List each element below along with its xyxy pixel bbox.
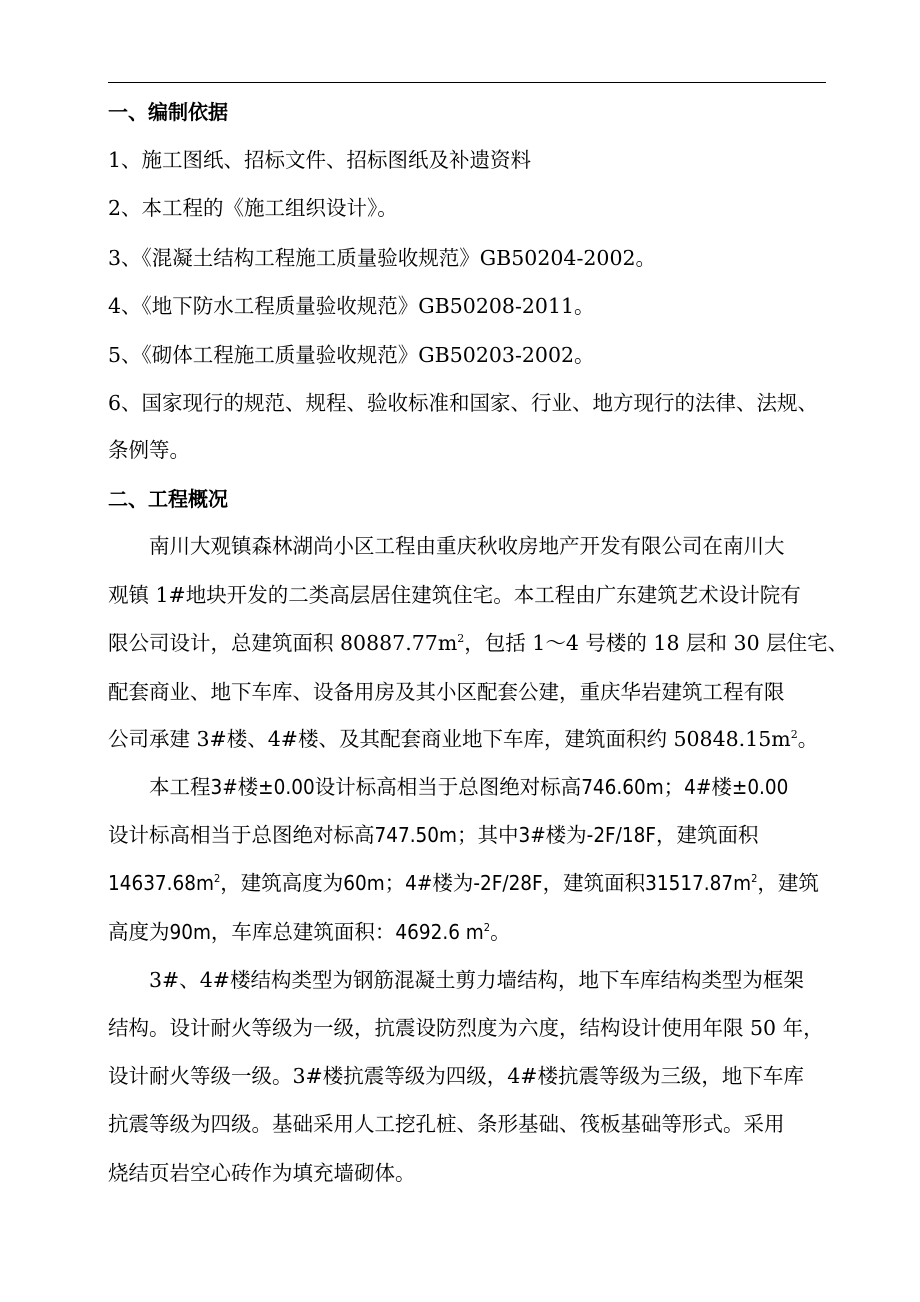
overview-p1-line4: 配套商业、地下车库、设备用房及其小区配套公建，重庆华岩建筑工程有限 <box>108 680 785 704</box>
overview-p1-line1: 南川大观镇森林湖尚小区工程由重庆秋收房地产开发有限公司在南川大 <box>149 534 785 558</box>
superscript-2: 2 <box>483 921 491 935</box>
superscript-2: 2 <box>790 728 798 742</box>
overview-p3-line2: 结构。设计耐火等级为一级，抗震设防烈度为六度，结构设计使用年限 50 年， <box>108 1016 824 1040</box>
overview-p1-end: 。 <box>797 727 819 751</box>
basis-item-3: 3、《混凝土结构工程施工质量验收规范》GB50204-2002。 <box>108 246 657 270</box>
overview-p3-line3: 设计耐火等级一级。3#楼抗震等级为四级，4#楼抗震等级为三级，地下车库 <box>108 1064 804 1088</box>
overview-p1-line2: 观镇 1#地块开发的二类高层居住建筑住宅。本工程由广东建筑艺术设计院有 <box>108 583 801 607</box>
overview-p1-buildings: ，包括 1～4 号楼的 18 层和 30 层住宅、 <box>464 631 849 655</box>
overview-p2-end: 。 <box>490 920 511 944</box>
overview-p2-area4: ，建筑高度为60m；4#楼为-2F/28F，建筑面积31517.87m <box>220 871 752 895</box>
overview-p1-contract: 公司承建 3#楼、4#楼、及其配套商业地下车库，建筑面积约 50848.15m <box>108 727 791 751</box>
section-heading-basis: 一、编制依据 <box>108 100 228 124</box>
basis-item-5: 5、《砌体工程施工质量验收规范》GB50203-2002。 <box>108 343 595 367</box>
overview-p3-line5: 烧结页岩空心砖作为填充墙砌体。 <box>108 1161 416 1185</box>
overview-p2-line1: 本工程3#楼±0.00设计标高相当于总图绝对标高746.60m；4#楼±0.00 <box>149 775 789 799</box>
overview-p2-garage: 高度为90m，车库总建筑面积：4692.6 m <box>108 920 484 944</box>
overview-p2-suffix: ，建筑 <box>757 871 819 895</box>
basis-item-6-cont: 条例等。 <box>108 438 190 462</box>
overview-p2-area3: 14637.68m <box>108 871 214 895</box>
overview-p1-line3 <box>108 631 849 655</box>
basis-item-4: 4、《地下防水工程质量验收规范》GB50208-2011。 <box>108 294 595 318</box>
overview-p1-area: 限公司设计，总建筑面积 80887.77m <box>108 631 458 655</box>
overview-p2-line2: 设计标高相当于总图绝对标高747.50m；其中3#楼为-2F/18F，建筑面积 <box>108 823 759 847</box>
header-rule <box>108 82 826 83</box>
basis-item-2: 2、本工程的《施工组织设计》。 <box>108 196 398 220</box>
overview-p3-line4: 抗震等级为四级。基础采用人工挖孔桩、条形基础、筏板基础等形式。采用 <box>108 1112 785 1136</box>
overview-p3-line1: 3#、4#楼结构类型为钢筋混凝土剪力墙结构，地下车库结构类型为框架 <box>149 968 804 992</box>
superscript-2: 2 <box>457 632 465 646</box>
basis-item-1: 1、施工图纸、招标文件、招标图纸及补遗资料 <box>108 148 532 172</box>
basis-item-6: 6、国家现行的规范、规程、验收标准和国家、行业、地方现行的法律、法规、 <box>108 391 819 415</box>
overview-p1-line5 <box>108 727 838 751</box>
superscript-2: 2 <box>213 872 221 886</box>
overview-p2-line4 <box>108 920 838 944</box>
section-heading-overview: 二、工程概况 <box>108 487 228 511</box>
overview-p2-line3 <box>108 871 838 895</box>
superscript-2: 2 <box>751 872 758 886</box>
